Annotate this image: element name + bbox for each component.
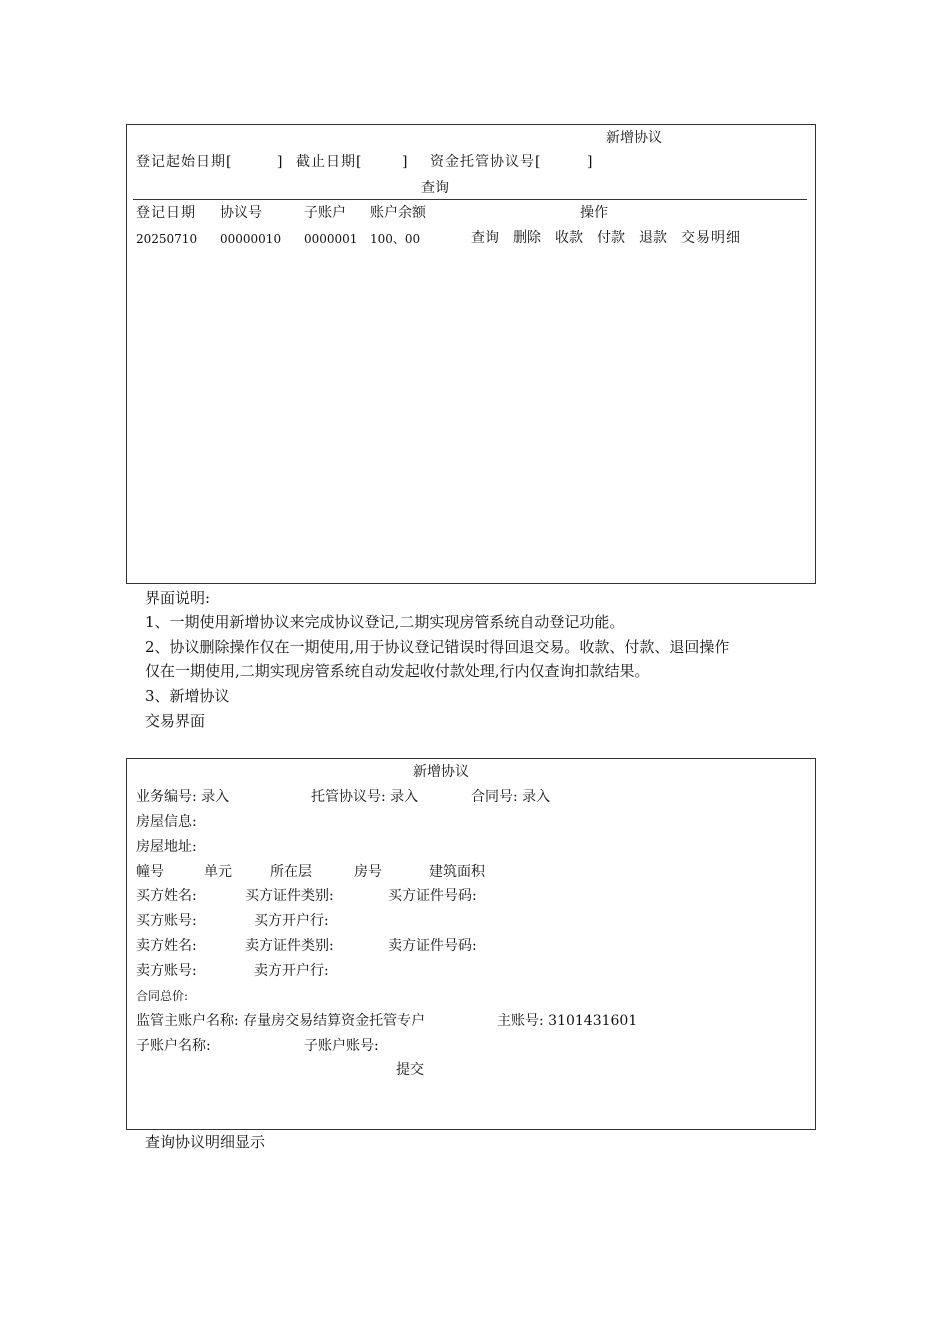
master-account-name: 监管主账户名称: 存量房交易结算资金托管专户 <box>136 1013 426 1029</box>
seller-bank-field[interactable]: 卖方开户行: <box>254 963 329 979</box>
sub-account-name-field[interactable]: 子账户名称: <box>136 1038 211 1054</box>
query-button[interactable]: 查询 <box>421 180 449 196</box>
master-account-no: 主账号: 3101431601 <box>497 1013 638 1029</box>
note-item-3: 3、新增协议 <box>145 687 230 705</box>
note-item-2-cont: 仅在一期使用,二期实现房管系统自动发起收付款处理,行内仅查询扣款结果。 <box>145 662 650 680</box>
end-date-close: ] <box>402 154 408 170</box>
action-query[interactable]: 查询 <box>471 230 499 246</box>
sub-account-no-field[interactable]: 子账户账号: <box>304 1038 379 1054</box>
trade-ui-caption: 交易界面 <box>145 712 206 730</box>
footer-caption: 查询协议明细显示 <box>145 1133 266 1151</box>
col-reg-date: 登记日期 <box>136 205 196 221</box>
seller-account-field[interactable]: 卖方账号: <box>136 963 197 979</box>
action-transaction-detail[interactable]: 交易明细 <box>681 230 741 246</box>
end-date-label: 截止日期[ <box>296 154 363 170</box>
form-title: 新增协议 <box>413 764 469 780</box>
house-address-field[interactable]: 房屋地址: <box>136 839 197 855</box>
new-agreement-link[interactable]: 新增协议 <box>606 130 662 146</box>
col-balance: 账户余额 <box>370 205 426 221</box>
submit-button[interactable]: 提交 <box>396 1062 424 1078</box>
agreement-list-panel <box>126 124 816 584</box>
unit-field[interactable]: 单元 <box>204 864 232 880</box>
buyer-account-field[interactable]: 买方账号: <box>136 913 197 929</box>
cell-agreement-no: 00000010 <box>220 232 282 246</box>
agreement-no-input[interactable] <box>555 153 583 171</box>
floor-field[interactable]: 所在层 <box>270 864 312 880</box>
contract-no-field[interactable]: 合同号: 录入 <box>471 789 551 805</box>
note-item-1: 1、一期使用新增协议来完成协议登记,二期实现房管系统自动登记功能。 <box>145 613 625 631</box>
action-pay[interactable]: 付款 <box>597 230 625 246</box>
header-divider <box>133 199 807 200</box>
cell-balance: 100、00 <box>370 232 421 246</box>
agreement-no-label: 资金托管协议号[ <box>430 154 542 170</box>
custody-agreement-no-field[interactable]: 托管协议号: 录入 <box>311 789 419 805</box>
building-no-field[interactable]: 幢号 <box>136 864 164 880</box>
seller-id-type-field[interactable]: 卖方证件类别: <box>245 938 334 954</box>
notes-title: 界面说明: <box>145 589 211 607</box>
action-receive[interactable]: 收款 <box>555 230 583 246</box>
house-info-label: 房屋信息: <box>136 814 197 830</box>
building-area-field[interactable]: 建筑面积 <box>429 864 485 880</box>
buyer-name-field[interactable]: 买方姓名: <box>136 888 197 904</box>
end-date-input[interactable] <box>372 153 400 171</box>
buyer-bank-field[interactable]: 买方开户行: <box>254 913 329 929</box>
col-sub-account: 子账户 <box>304 205 346 221</box>
note-item-2: 2、协议删除操作仅在一期使用,用于协议登记错误时得回退交易。收款、付款、退回操作 <box>145 638 730 656</box>
agreement-no-close: ] <box>587 154 593 170</box>
col-agreement-no: 协议号 <box>220 205 262 221</box>
business-no-field[interactable]: 业务编号: 录入 <box>136 789 230 805</box>
contract-total-field[interactable]: 合同总价: <box>136 989 189 1003</box>
start-date-label: 登记起始日期[ <box>136 154 233 170</box>
seller-name-field[interactable]: 卖方姓名: <box>136 938 197 954</box>
seller-id-no-field[interactable]: 卖方证件号码: <box>388 938 477 954</box>
room-no-field[interactable]: 房号 <box>354 864 382 880</box>
action-refund[interactable]: 退款 <box>639 230 667 246</box>
buyer-id-no-field[interactable]: 买方证件号码: <box>388 888 477 904</box>
buyer-id-type-field[interactable]: 买方证件类别: <box>245 888 334 904</box>
col-actions: 操作 <box>580 205 608 221</box>
action-delete[interactable]: 删除 <box>513 230 541 246</box>
cell-sub-account: 0000001 <box>304 232 358 246</box>
cell-reg-date: 20250710 <box>136 232 198 246</box>
start-date-input[interactable] <box>242 153 276 171</box>
start-date-close: ] <box>277 154 283 170</box>
